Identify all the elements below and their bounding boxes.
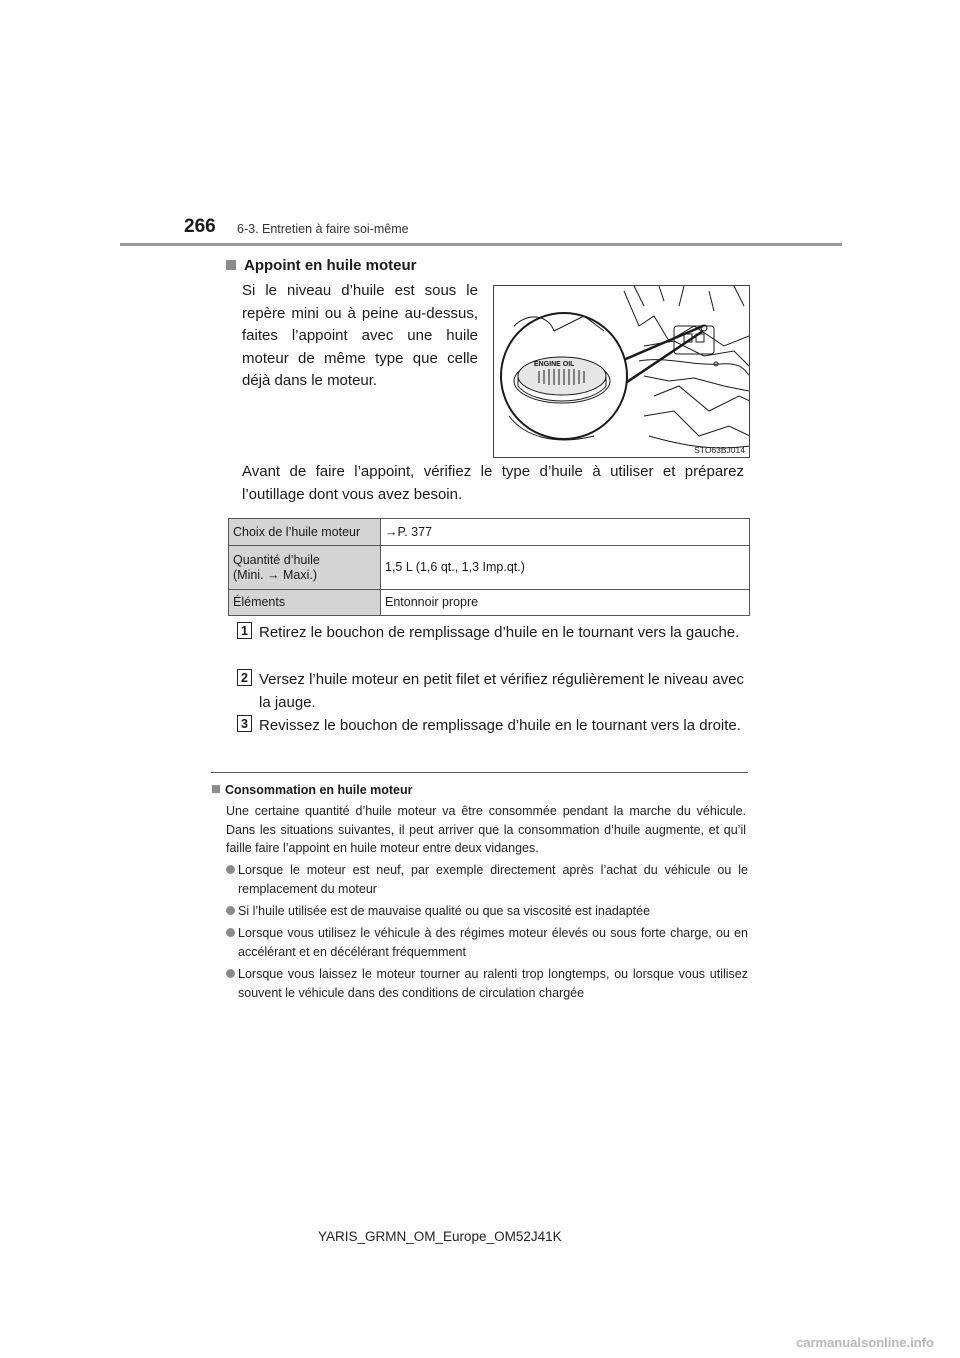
table-label-items: Éléments	[229, 590, 381, 616]
engine-oil-cap-figure	[493, 285, 750, 458]
table-value-oil-choice: →P. 377	[381, 519, 750, 546]
bullet-dot-icon	[226, 906, 235, 915]
table-row	[229, 590, 750, 616]
table-row	[229, 519, 750, 546]
section-title: 6-3. Entretien à faire soi-même	[237, 222, 409, 236]
table-value-items: Entonnoir propre	[381, 590, 750, 616]
table-label-oil-choice: Choix de l’huile moteur	[229, 519, 381, 546]
table-label-oil-quantity: Quantité d’huile (Mini. → Maxi.)	[229, 546, 381, 590]
watermark: carmanualsonline.info	[796, 1335, 934, 1350]
step-text: Revissez le bouchon de remplissage d’huile en le tournant vers la droite.	[259, 717, 741, 734]
step-number-badge: 3	[237, 715, 252, 732]
step-number-badge: 1	[237, 622, 252, 639]
footer-doc-id: YARIS_GRMN_OM_Europe_OM52J41K	[318, 1229, 562, 1244]
bullet-dot-icon	[226, 969, 235, 978]
engine-oil-cap-illustration	[494, 286, 750, 458]
table-value-oil-quantity: 1,5 L (1,6 qt., 1,3 Imp.qt.)	[381, 546, 750, 590]
page-number: 266	[184, 216, 216, 237]
heading-square-icon	[212, 785, 220, 793]
figure-code: STO63BJ014	[694, 445, 745, 455]
section-divider	[211, 772, 748, 773]
step-number-badge: 2	[237, 669, 252, 686]
header-rule	[120, 243, 842, 246]
bullet-dot-icon	[226, 928, 235, 937]
step-text: Retirez le bouchon de remplissage d’huile en le tournant vers la gauche.	[259, 624, 740, 641]
table-row	[229, 546, 750, 590]
cap-label-text: ENGINE OIL	[534, 361, 575, 368]
intro-paragraph: Si le niveau d’huile est sous le repère mini ou à peine au-dessus, faites l’appoint avec une huile moteur de même type que celle déjà dans le moteur.	[242, 282, 478, 389]
spec-table	[228, 518, 750, 616]
step-text: Versez l’huile moteur en petit filet et vérifiez régulièrement le niveau avec la jauge.	[259, 671, 744, 711]
heading-square-icon	[226, 260, 236, 270]
bullet-dot-icon	[226, 865, 235, 874]
consumption-intro: Une certaine quantité d’huile moteur va être consommée pendant la marche du véhicule. Dans les situations suivantes, il peut arriver que la consommation d’huile augmente, et qu’il faille faire l’appoint en huile moteur entre deux vidanges.	[226, 804, 746, 855]
heading-oil-topup: Appoint en huile moteur	[226, 257, 417, 274]
before-paragraph: Avant de faire l’appoint, vérifiez le type d’huile à utiliser et préparez l’outillage dont vous avez besoin.	[242, 463, 744, 503]
consumption-heading: Consommation en huile moteur	[212, 783, 413, 797]
